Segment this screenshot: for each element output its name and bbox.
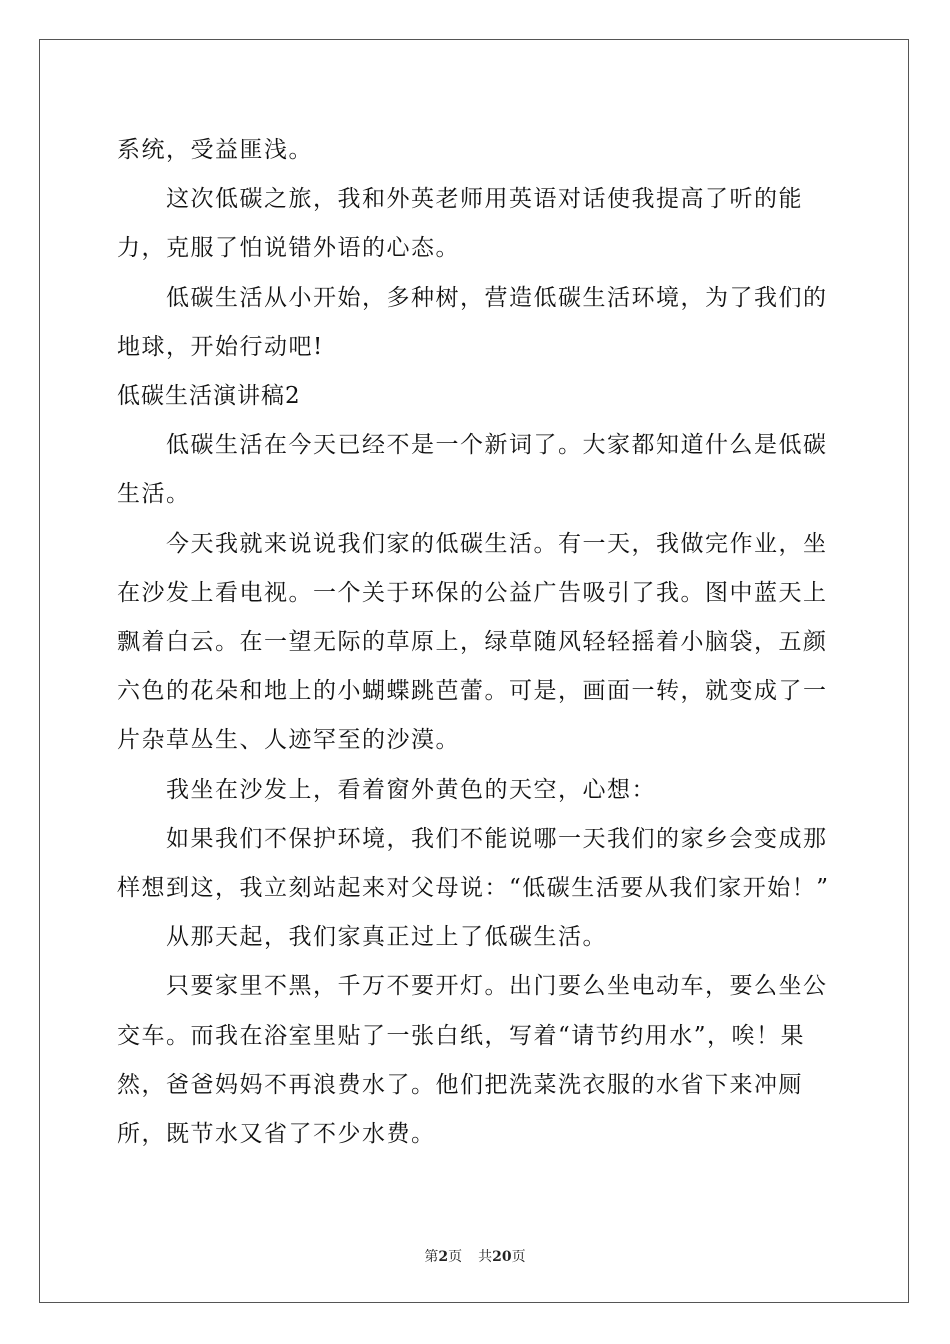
paragraph: 今天我就来说说我们家的低碳生活。有一天，我做完作业，坐在沙发上看电视。一个关于环保的公益广告吸引了我。图中蓝天上飘着白云。在一望无际的草原上，绿草随风轻轻摇着小脑袋，五颜六色的花朵和地上的小蝴蝶跳芭蕾。可是，画面一转，就变成了一片杂草丛生、人迹罕至的沙漠。: [117, 530, 828, 754]
paragraph: 系统，受益匪浅。: [117, 137, 313, 163]
paragraph: 这次低碳之旅，我和外英老师用英语对话使我提高了听的能力，克服了怕说错外语的心态。: [117, 186, 803, 262]
paragraph: 从那天起，我们家真正过上了低碳生活。: [166, 924, 607, 951]
total-pages: 共20页: [478, 1249, 526, 1265]
paragraph: 我坐在沙发上，看着窗外黄色的天空，心想：: [166, 776, 656, 803]
section-heading: 低碳生活演讲稿2: [117, 383, 301, 410]
paragraph: 低碳生活在今天已经不是一个新词了。大家都知道什么是低碳生活。: [117, 432, 828, 508]
paragraph: 低碳生活从小开始，多种树，营造低碳生活环境，为了我们的地球，开始行动吧!: [117, 284, 828, 360]
paragraph: 只要家里不黑，千万不要开灯。出门要么坐电动车，要么坐公交车。而我在浴室里贴了一张白纸，写着“请节约用水”，唉！果然，爸爸妈妈不再浪费水了。他们把洗菜洗衣服的水省下来冲厕所，既节水又省了不少水费。: [117, 973, 828, 1148]
page-footer: [0, 1246, 950, 1266]
paragraph: 如果我们不保护环境，我们不能说哪一天我们的家乡会变成那样想到这，我立刻站起来对父母说：“低碳生活要从我们家开始！”: [117, 825, 830, 902]
page-number: 第2页: [424, 1249, 463, 1265]
document-body: [117, 126, 837, 1159]
